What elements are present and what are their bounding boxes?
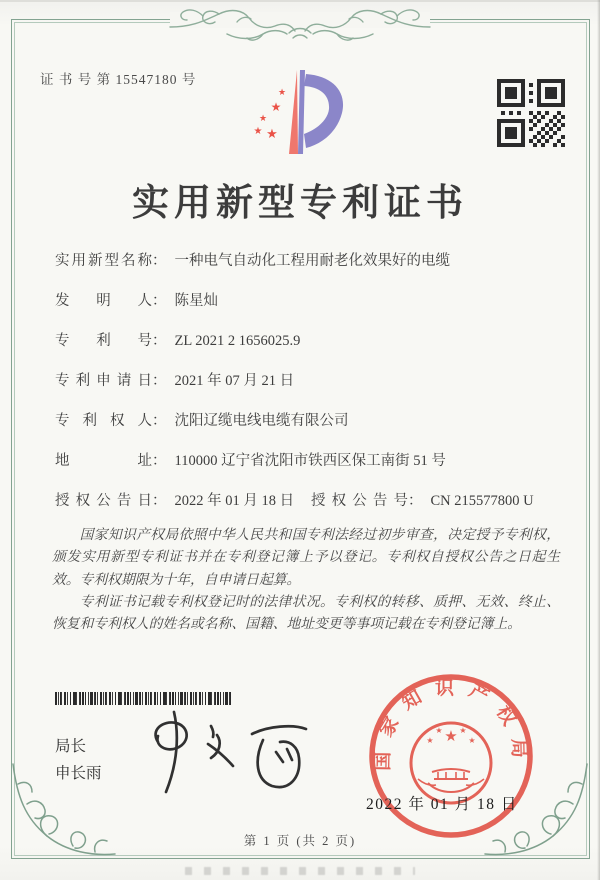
qr-code-icon <box>497 79 565 147</box>
field-row-inventor: 发 明 人 ： 陈星灿 <box>55 289 560 306</box>
svg-text:★: ★ <box>253 126 263 137</box>
seal-date: 2022 年 01 月 18 日 <box>366 796 518 813</box>
field-label: 地 址 <box>55 453 152 469</box>
legal-paragraph: 专利证书记载专利权登记时的法律状况。专利权的转移、质押、无效、终止、恢复和专利权人的姓名或名称、国籍、地址变更等事项记载在专利登记簿上。 <box>52 593 560 632</box>
next-page-hint <box>185 867 415 875</box>
field-row-address: 地 址 ： 110000 辽宁省沈阳市铁西区保工南街 51 号 <box>55 449 560 466</box>
signer-name: 申长雨 <box>55 765 102 782</box>
field-value: 2022 年 01 月 18 日 <box>174 493 295 509</box>
field-value: 2021 年 07 月 21 日 <box>174 373 295 389</box>
field-value: 沈阳辽缆电线电缆有限公司 <box>174 413 349 429</box>
dragon-ornament-icon <box>167 0 433 48</box>
svg-text:★: ★ <box>266 127 278 142</box>
field-grant-number: 授 权 公 告 号 ： CN 215577800 U <box>311 489 534 510</box>
field-value: ZL 2021 2 1656025.9 <box>174 333 301 349</box>
field-value: 陈星灿 <box>174 293 218 309</box>
field-row-patentee: 专 利 权 人 ： 沈阳辽缆电线电缆有限公司 <box>55 409 560 426</box>
signer-block <box>55 733 102 787</box>
svg-text:★: ★ <box>426 736 434 745</box>
patent-office-logo-icon <box>246 66 358 176</box>
svg-text:★: ★ <box>270 100 282 114</box>
legal-text <box>52 524 560 635</box>
field-value: 110000 辽宁省沈阳市铁西区保工南街 51 号 <box>174 453 446 469</box>
svg-text:★: ★ <box>435 726 443 735</box>
field-label: 专 利 权 人 <box>55 413 152 429</box>
svg-text:★: ★ <box>258 114 268 124</box>
field-value: CN 215577800 U <box>430 493 534 509</box>
field-label: 发 明 人 <box>55 293 152 309</box>
field-value: 一种电气自动化工程用耐老化效果好的电缆 <box>174 253 450 269</box>
field-row-filing-date: 专 利 申 请 日 ： 2021 年 07 月 21 日 <box>55 369 560 386</box>
field-label: 授 权 公 告 号 <box>311 493 408 509</box>
signer-title: 局长 <box>55 738 87 755</box>
page-footer: 第 1 页 (共 2 页) <box>243 834 357 848</box>
field-row-patent-number: 专 利 号 ： ZL 2021 2 1656025.9 <box>55 329 560 346</box>
svg-text:★: ★ <box>468 736 476 745</box>
svg-text:★: ★ <box>444 727 458 745</box>
certificate-title: 实用新型专利证书 <box>132 183 468 224</box>
field-label: 专 利 号 <box>55 333 152 349</box>
signature-icon <box>125 700 325 805</box>
legal-paragraph: 国家知识产权局依照中华人民共和国专利法经过初步审查，决定授予专利权，颁发实用新型专利证书并在专利登记簿上予以登记。专利权自授权公告之日起生效。专利权期限为十年，自申请日起算。 <box>52 527 560 587</box>
field-label: 专 利 申 请 日 <box>55 373 152 389</box>
field-label: 实 用 新 型 名 称 <box>55 253 152 269</box>
certificate-number: 证 书 号 第 15547180 号 <box>40 72 197 87</box>
field-row-name: 实 用 新 型 名 称 ： 一种电气自动化工程用耐老化效果好的电缆 <box>55 249 560 266</box>
field-list <box>55 249 560 529</box>
official-seal-icon <box>366 671 536 841</box>
field-label: 授 权 公 告 日 <box>55 493 152 509</box>
svg-text:★: ★ <box>459 726 467 735</box>
field-row-grant-date: 授 权 公 告 日 ： 2022 年 01 月 18 日 授 权 公 告 号 ： CN 215577800 U <box>55 489 560 506</box>
seal-text: 国家知识产权局 <box>372 678 530 771</box>
svg-text:★: ★ <box>277 88 287 98</box>
